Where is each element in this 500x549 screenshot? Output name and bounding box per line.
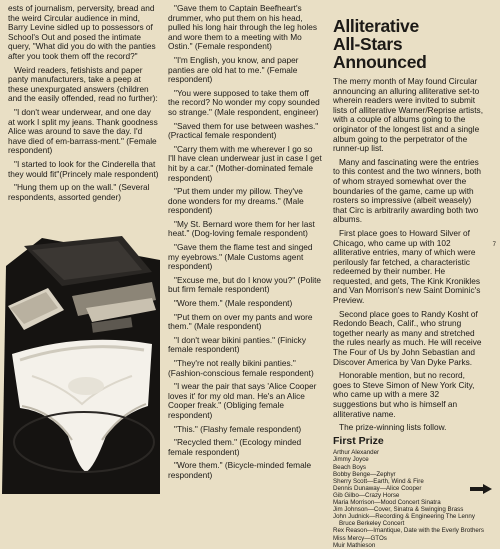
paragraph: "Gave them the flame test and singed my eyebrows." (Male Customs agent respondent) [168, 242, 313, 272]
headline-line: Announced [333, 52, 427, 72]
list-item: Bobby Benge—Zephyr [333, 470, 396, 478]
paragraph: First place goes to Howard Silver of Chicago, who came up with 102 alliterative entries, many of which were perilously far fetched, a characteristic redeemed by their number. He requested, and gets, The Kink Kronikles and Van Morrison's new Saint Dominic's Preview. [333, 227, 481, 306]
paragraph: "Carry them with me wherever I go so I'll have clean underwear just in case I get hit by a car." (Mother-dominated female respondent) [168, 143, 322, 183]
list-item: Maria Morrison—Mood Concert Sinatra [333, 499, 441, 507]
paragraph: The prize-winning lists follow. [339, 422, 447, 433]
list-item: Arthur Alexander [333, 449, 380, 457]
paragraph: "I don't wear bikini panties." (Finicky female respondent) [168, 334, 306, 355]
headline [333, 17, 485, 71]
paragraph: "Excuse me, but do I know you?" (Polite but firm female respondent) [168, 274, 322, 295]
paragraph: "I don't wear underwear, and one day at work I split my jeans. Thank goodness Alice was around to save the day. I'd have died of em-barrass-ment." (Female respondent) [8, 106, 158, 156]
paragraph: "My St. Bernard wore them for her last heat." (Dog-loving female respondent) [168, 218, 315, 239]
paragraph: "Put them under my pillow. They've done wonders for my dreams." (Male respondent) [168, 186, 304, 216]
paragraph: "I started to look for the Cinderella that they would fit"(Princely male respondent) [8, 158, 159, 179]
paragraph: "They're not really bikini panties." (Fashion-conscious female respondent) [168, 358, 314, 378]
list-item: Bruce Berkeley Concert [339, 520, 405, 528]
paragraph: Weird readers, fetishists and paper panty manufacturers, take a peep at these unexpurgated answers (children and the easily offended, read no further): [8, 64, 158, 104]
paragraph: "Gave them to Captain Beefheart's drummer, who put them on his head, pulled his long hair through the leg holes and wore them to a meeting with Mo Ostin." (Female respondent) [168, 3, 317, 52]
paragraph: "Recycled them." (Ecology minded female respondent) [168, 437, 302, 457]
list-item: Dennis Dunaway—Alice Cooper [333, 484, 422, 492]
continue-arrow-icon [470, 484, 492, 494]
page-number: 7 [492, 242, 496, 248]
paragraph: "You were supposed to take them off the record? No wonder my copy sounded so strange." (Male respondent, engineer) [168, 87, 320, 117]
headline-line: All-Stars [333, 34, 403, 54]
paragraph: "This." (Flashy female respondent) [174, 423, 302, 434]
list-item: Jim Johnson—Cover, Sinatra & Swinging Brass [333, 506, 464, 514]
paragraph: "Wore them." (Male respondent) [174, 298, 293, 309]
prize-list [333, 449, 485, 548]
paragraph: "Hung them up on the wall." (Several respondents, assorted gender) [8, 182, 150, 202]
paragraph: Many and fascinating were the entries to this contest and the two winners, both of whom strayed somewhat over the boundaries of the game, came up with rosters so impressive (albeit weasely) that Circ is arbitrarily awarding both two albums. [333, 156, 482, 225]
list-item: Rex Reason—Imantique, Date with the Everly Brothers [333, 527, 484, 535]
paragraph: "Wore them." (Bicycle-minded female respondent) [168, 460, 312, 480]
headline-line: Alliterative [333, 16, 419, 36]
paragraph: "I wear the pair that says 'Alice Cooper loves it' for my old man. He's an Alice Cooper freak." (Obliging female respondent) [168, 381, 317, 420]
list-item: Miss Mercy—GTOs [333, 534, 387, 542]
article-column-left [8, 4, 160, 206]
paragraph: Honorable mention, but no record, goes to Steve Simon of New York City, who came up with a mere 32 suggestions but who is himself an alliterative name. [333, 370, 475, 419]
list-item: John Judnick—Recording & Engineering The Lenny [333, 513, 475, 521]
paragraph: "I'm English, you know, and paper panties are old hat to me." (Female respondent) [168, 54, 299, 85]
list-item: Gib Gilbo—Crazy Horse [333, 491, 400, 499]
list-item: Jimmy Joyce [333, 456, 369, 464]
paragraph: The merry month of May found Circular announcing an alluring alliterative set-to wherein readers were invited to submit lists of alliterative Warner/Reprise artists, with a couple of albums going to the originator of the longest list and a single album going to the perpetrator of the runner-up list. [333, 76, 484, 154]
paragraph: Second place goes to Randy Kosht of Redondo Beach, Calif., who strung together nearly as many and stretched the rules nearly as much. He will receive The Four of Us by John Sebastian and Discover America by Van Dyke Parks. [333, 308, 482, 367]
paragraph: "Put them on over my pants and wore them." (Male respondent) [168, 311, 313, 332]
list-item: Sherry Scott—Earth, Wind & Fire [333, 477, 424, 485]
paragraph: ests of journalism, perversity, bread and the weird Circular audience in mind, Barry Levine sidled up to possessors of School's Out and posed the intimate query, "What did you do with the panties after you took them off the record?" [8, 3, 156, 61]
list-item: Muir Mathieson [333, 541, 376, 549]
list-item: Beach Boys [333, 463, 367, 471]
article-column-middle [168, 4, 322, 485]
record-panties-photo [2, 236, 160, 494]
article-column-right [333, 4, 485, 549]
paragraph: "Saved them for use between washes." (Practical female respondent) [168, 120, 319, 141]
prize-heading: First Prize [333, 434, 384, 447]
